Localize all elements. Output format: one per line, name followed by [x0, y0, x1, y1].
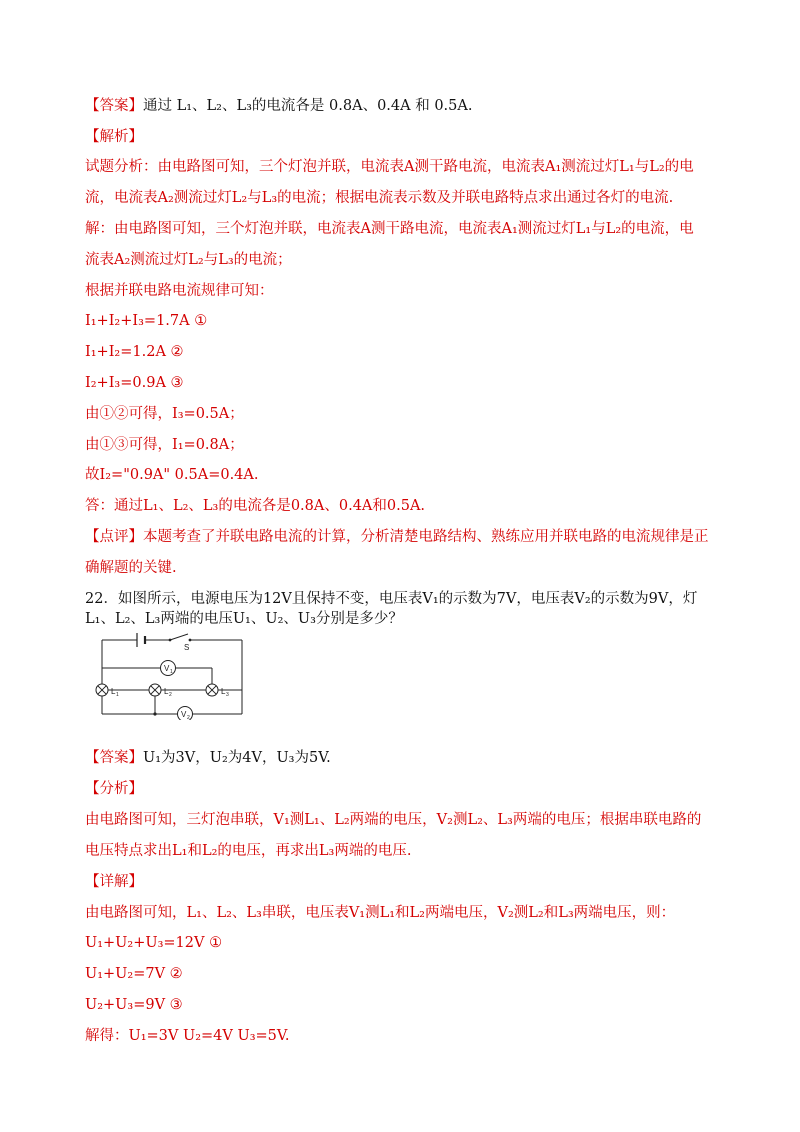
- answer-line-21: [85, 96, 472, 116]
- question-22-line-2: L₁、L₂、L₃两端的电压U₁、U₂、U₃分别是多少？: [85, 611, 403, 627]
- analysis-line: 根据并联电路电流规律可知：: [85, 283, 274, 299]
- result-line: 由①②可得，I₃=0.5A；: [85, 406, 244, 422]
- svg-text:L: L: [111, 687, 116, 696]
- detail-line: 由电路图可知，L₁、L₂、L₃串联，电压表V₁测L₁和L₂两端电压，V₂测L₂和L₃两端电压，则：: [85, 905, 676, 921]
- answer-text: U₁为3V，U₂为4V，U₃为5V.: [143, 750, 331, 766]
- equation-line: I₂+I₃=0.9A ③: [85, 375, 184, 391]
- equation-line: U₂+U₃=9V ③: [85, 997, 183, 1013]
- answer-text: 通过 L₁、L₂、L₃的电流各是 0.8A、0.4A 和 0.5A.: [143, 98, 473, 114]
- equation-line: I₁+I₂=1.2A ②: [85, 344, 184, 360]
- analysis-line: 流表A₂测流过灯L₂与L₃的电流；: [85, 252, 292, 268]
- solution-line: 解得：U₁=3V U₂=4V U₃=5V.: [85, 1028, 290, 1044]
- analysis-tag: 【解析】: [85, 129, 143, 145]
- analysis-line: 电压特点求出L₁和L₂的电压，再求出L₃两端的电压.: [85, 843, 412, 859]
- svg-text:V: V: [164, 664, 170, 673]
- result-line: 故I₂="0.9A" 0.5A=0.4A.: [85, 467, 259, 483]
- switch-label: S: [184, 643, 190, 652]
- analysis-tag: 【分析】: [85, 781, 143, 797]
- analysis-line: 由电路图可知，三灯泡串联，V₁测L₁、L₂两端的电压，V₂测L₂、L₃两端的电压；根据串联电路的: [85, 812, 702, 828]
- comment-line-2: 确解题的关键.: [85, 560, 177, 576]
- voltmeter-v2: [178, 707, 193, 721]
- equation-line: I₁+I₂+I₃=1.7A ①: [85, 313, 208, 329]
- circuit-diagram: [92, 628, 252, 720]
- answer-tag: 【答案】: [85, 98, 143, 114]
- question-22-line-1: 22．如图所示，电源电压为12V且保持不变，电压表V₁的示数为7V，电压表V₂的示数为9V，灯: [85, 591, 698, 607]
- voltmeter-v1: [161, 661, 176, 676]
- svg-text:3: 3: [226, 692, 229, 698]
- analysis-line: 流，电流表A₂测流过灯L₂与L₃的电流；根据电流表示数及并联电路特点求出通过各灯的电流.: [85, 190, 674, 206]
- lamp-l3: [206, 684, 229, 698]
- comment-text: 本题考查了并联电路电流的计算，分析清楚电路结构、熟练应用并联电路的电流规律是正: [143, 529, 709, 545]
- svg-text:V: V: [181, 710, 187, 719]
- lamp-l2: [149, 684, 172, 698]
- svg-text:2: 2: [169, 692, 172, 698]
- analysis-line: 解：由电路图可知，三个灯泡并联，电流表A测干路电流，电流表A₁测流过灯L₁与L₂的电流，电: [85, 221, 694, 237]
- svg-text:L: L: [221, 687, 226, 696]
- analysis-line: 试题分析：由电路图可知，三个灯泡并联，电流表A测干路电流，电流表A₁测流过灯L₁与L₂的电: [85, 159, 694, 175]
- answer-line-22: [85, 748, 331, 768]
- comment-tag: 【点评】: [85, 529, 143, 545]
- svg-text:2: 2: [187, 715, 190, 720]
- answer-tag: 【答案】: [85, 750, 143, 766]
- result-line: 由①③可得，I₁=0.8A；: [85, 437, 244, 453]
- comment-line-1: [85, 527, 709, 547]
- detail-tag: 【详解】: [85, 874, 143, 890]
- svg-text:1: 1: [170, 669, 173, 675]
- equation-line: U₁+U₂+U₃=12V ①: [85, 935, 223, 951]
- svg-text:L: L: [164, 687, 169, 696]
- lamp-l1: [96, 684, 119, 698]
- equation-line: U₁+U₂=7V ②: [85, 966, 183, 982]
- conclusion-line: 答：通过L₁、L₂、L₃的电流各是0.8A、0.4A和0.5A.: [85, 498, 426, 514]
- svg-text:1: 1: [116, 692, 119, 698]
